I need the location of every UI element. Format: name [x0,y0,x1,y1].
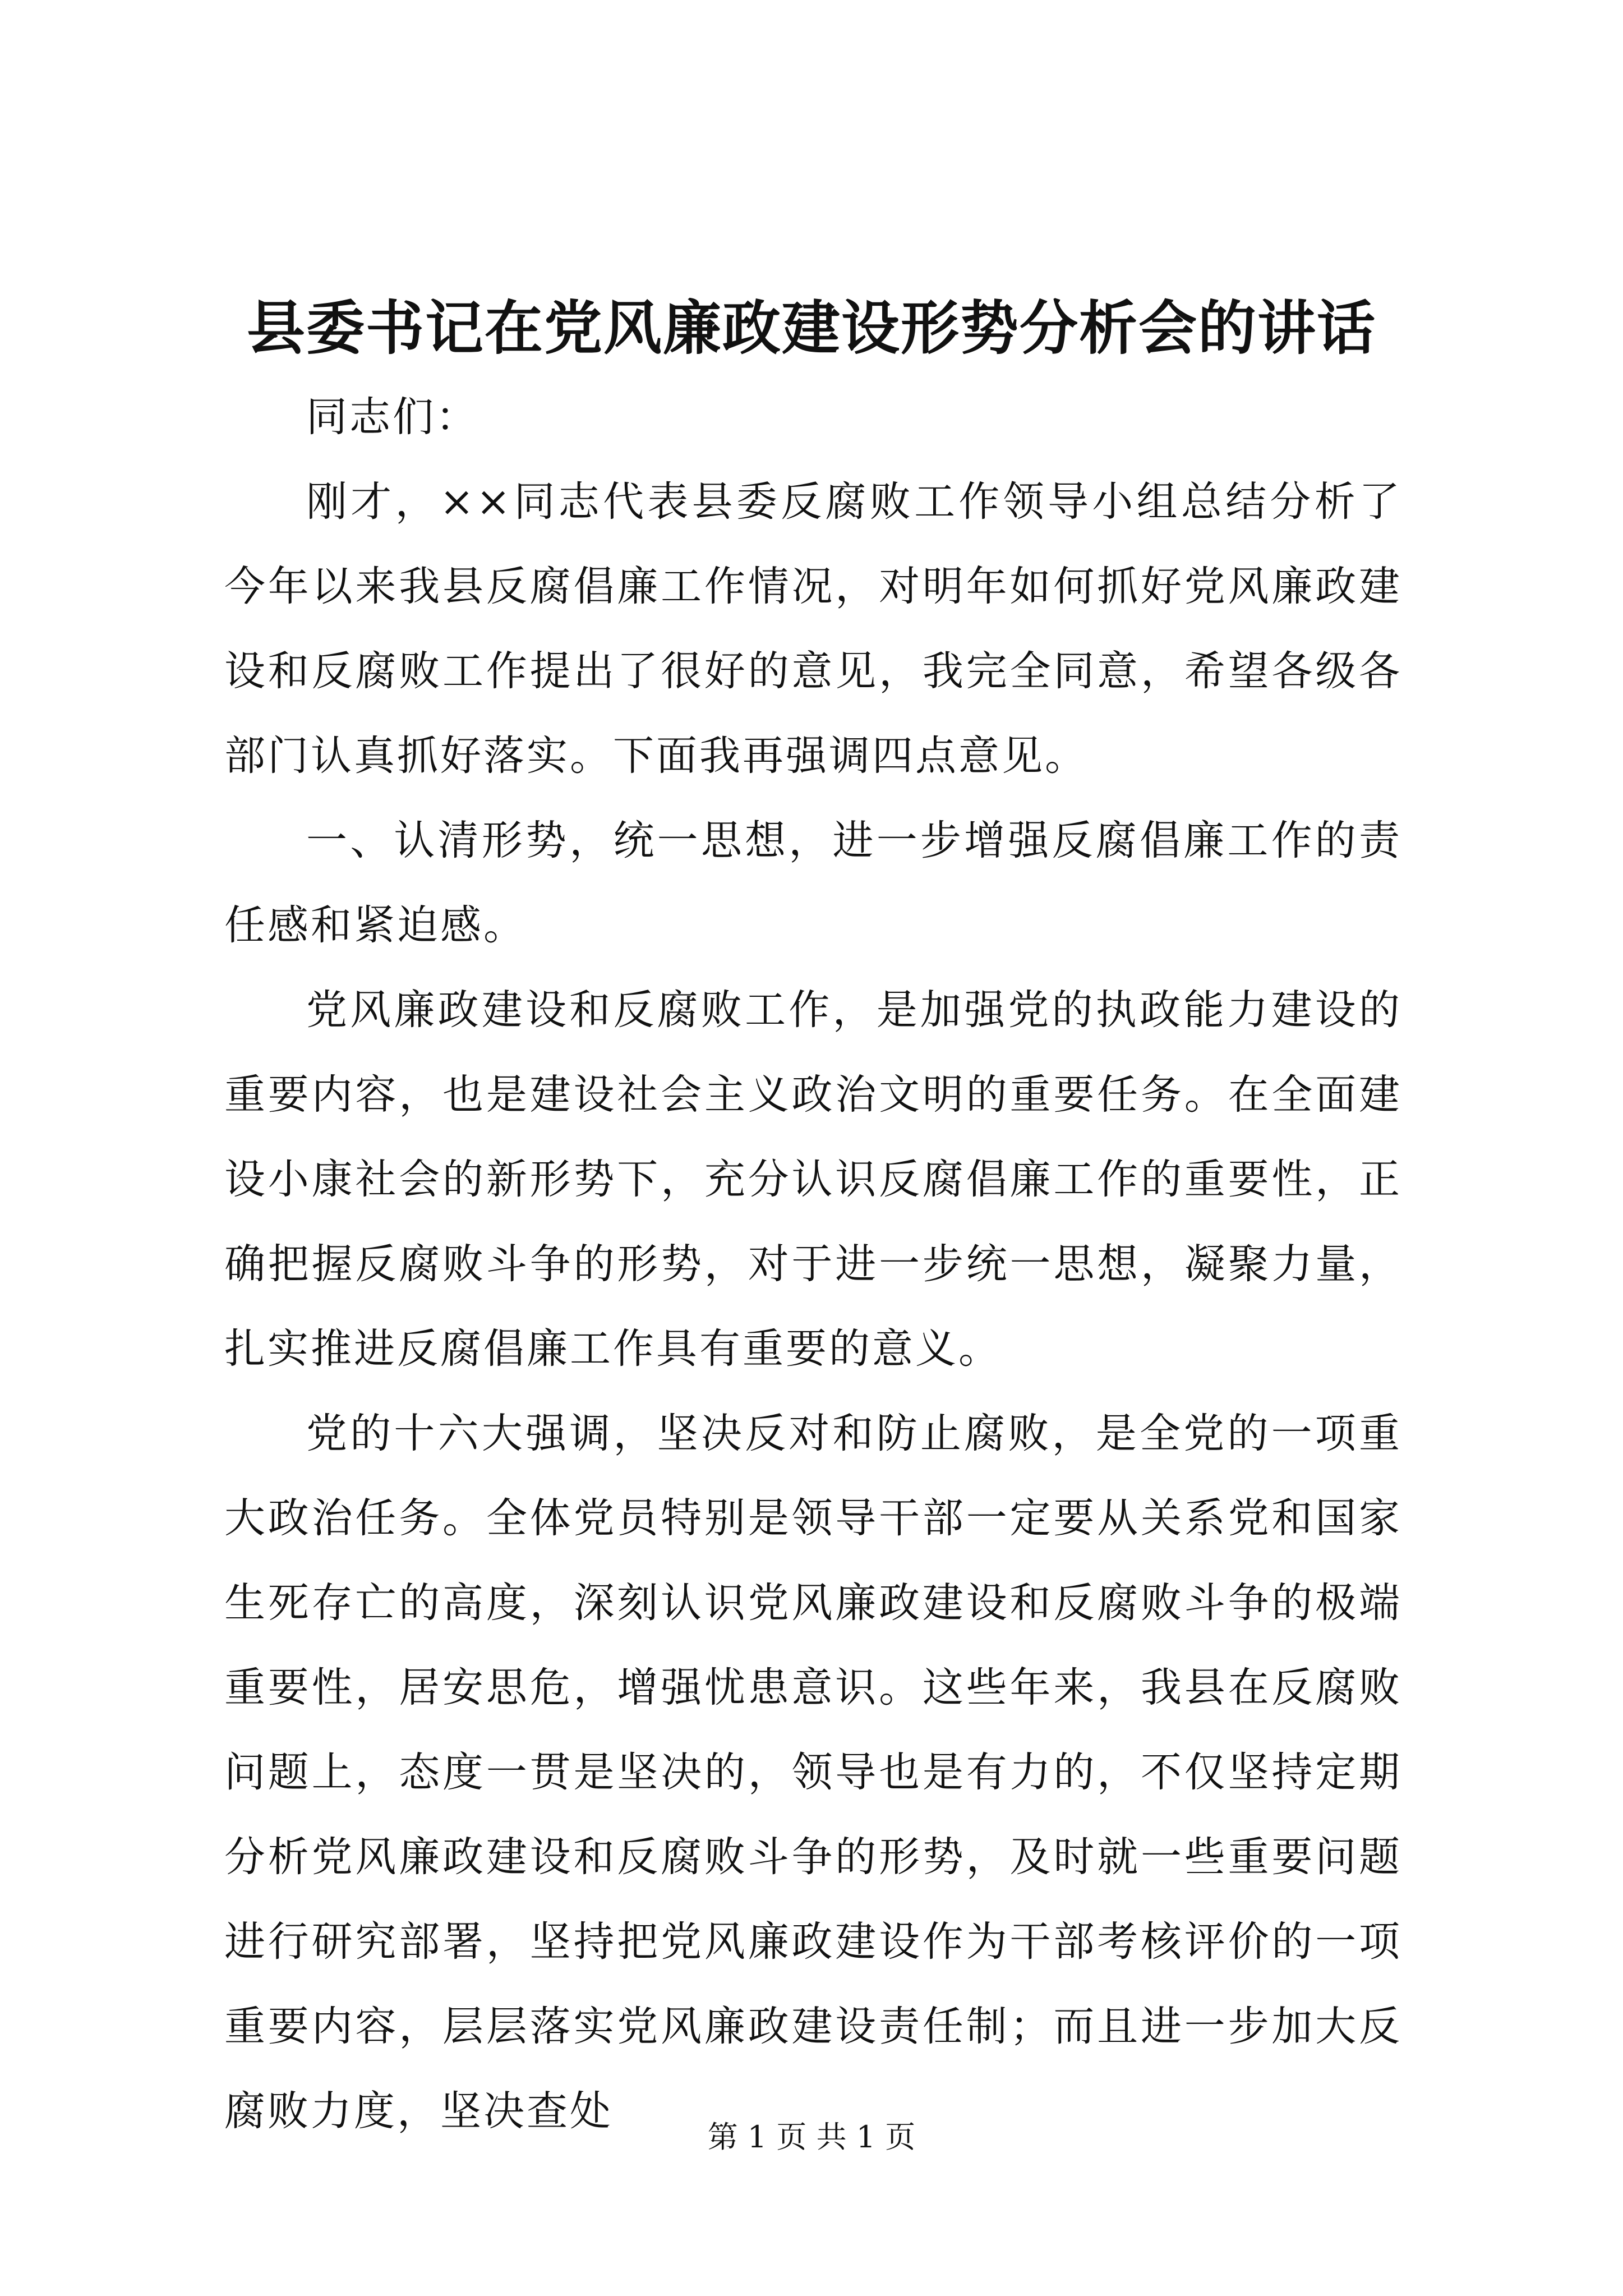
paragraph-opening: 刚才，××同志代表县委反腐败工作领导小组总结分析了今年以来我县反腐倡廉工作情况，对明年如何抓好党风廉政建设和反腐败工作提出了很好的意见，我完全同意，希望各级各部门认真抓好落实。下面我再强调四点意见。 [224,478,1402,780]
paragraph-body-2: 党的十六大强调，坚决反对和防止腐败，是全党的一项重大政治任务。全体党员特别是领导干部一定要从关系党和国家生死存亡的高度，深刻认识党风廉政建设和反腐败斗争的极端重要性，居安思危，增强忧患意识。这些年来，我县在反腐败问题上，态度一贯是坚决的，领导也是有力的，不仅坚持定期分析党风廉政建设和反腐败斗争的形势，及时就一些重要问题进行研究部署，坚持把党风廉政建设作为干部考核评价的一项重要内容，层层落实党风廉政建设责任制；而且进一步加大反腐败力度，坚决查处 [224,1410,1402,2135]
document-body [224,375,1402,2154]
paragraph-section-heading-1: 一、认清形势，统一思想，进一步增强反腐倡廉工作的责任感和紧迫感。 [224,817,1402,949]
paragraph-salutation: 同志们： [306,393,479,441]
paragraph-body-1: 党风廉政建设和反腐败工作，是加强党的执政能力建设的重要内容，也是建设社会主义政治文明的重要任务。在全面建设小康社会的新形势下，充分认识反腐倡廉工作的重要性，正确把握反腐败斗争的形势，对于进一步统一思想，凝聚力量，扎实推进反腐倡廉工作具有重要的意义。 [224,986,1402,1373]
page-number-footer: 第 1 页 共 1 页 [707,2119,916,2155]
document-title: 县委书记在党风廉政建设形势分析会的讲话 [246,293,1376,362]
